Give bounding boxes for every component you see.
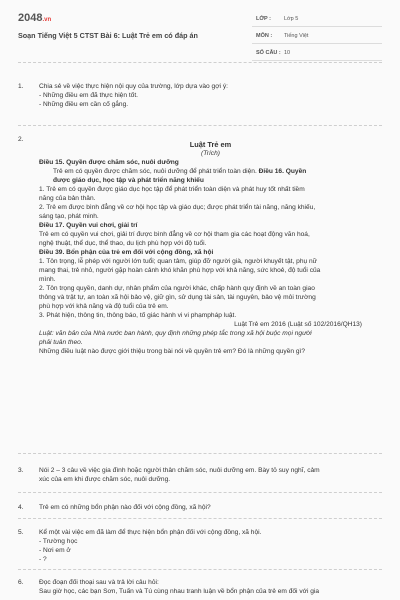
text-line: Sau giờ học, các bạn Sơn, Tuấn và Tú cùng nhau tranh luận về bổn phận của trẻ em đối với gia (39, 588, 320, 595)
passage-source: Luật Trẻ em 2016 (Luật số 102/2016/QH13) (234, 321, 362, 328)
passage-subheading: (Trích) (201, 150, 220, 157)
passage-heading: Luật Trẻ em (189, 140, 232, 149)
text-line: 1. Trẻ em có quyền được giáo dục học tập để phát triển toàn diện và phát huy tốt nhất tiềm (39, 186, 305, 193)
question-number: 3. (18, 467, 24, 474)
article-15-title: Điều 15. Quyền được chăm sóc, nuôi dưỡng (39, 159, 179, 166)
text-line: xúc của em khi được chăm sóc, nuôi dưỡng. (39, 476, 171, 483)
section-divider (18, 62, 382, 63)
text-line: Trẻ em có quyền vui chơi, giải trí được bình đẳng về cơ hội tham gia các hoạt động văn hoá, (39, 231, 310, 238)
text-line: Kể một vài việc em đã làm để thực hiện bổn phận đối với cộng đồng, xã hội. (39, 529, 262, 536)
text-line: năng của bản thân. (39, 195, 96, 202)
text-line: - Những điều em đã thực hiện tốt. (39, 92, 138, 99)
question-number: 6. (18, 579, 24, 586)
text-line: 2. Tôn trọng quyền, danh dự, nhân phẩm của người khác, chấp hành quy định về an toàn giao (39, 285, 315, 292)
meta-table (252, 10, 382, 61)
text-line: thông và trật tự, an toàn xã hội bảo vệ, giữ gìn, sử dụng tài sản, tài nguyên, bảo vệ môi trường (39, 294, 316, 301)
question-body (39, 82, 382, 109)
text-line: mình. (39, 276, 56, 283)
text-line: sáng tạo, phát minh. (39, 213, 99, 220)
question-prompt: Những điều luật nào được giới thiệu trong bài nói về quyền trẻ em? Đó là những quyền gì? (39, 348, 306, 355)
article-17-title: Điều 17. Quyền vui chơi, giải trí (39, 222, 138, 229)
text-line: - Nơi em ở (39, 547, 71, 554)
text-line: Trẻ em có những bổn phận nào đối với cộng đồng, xã hội? (39, 504, 211, 511)
section-divider (18, 125, 382, 126)
footnote: phải tuân theo. (39, 339, 83, 346)
meta-row-class (252, 10, 382, 27)
text-line: - Trường học (39, 538, 78, 545)
text-line: 1. Tôn trọng, lễ phép với người lớn tuổi; quan tâm, giúp đỡ người già, người khuyết tật, phụ nữ (39, 258, 318, 265)
document-header (0, 0, 400, 60)
text-line: Đọc đoạn đối thoại sau và trả lời câu hỏi: (39, 579, 159, 586)
text-line: 3. Phát hiện, thông tin, thông báo, tố giác hành vi vi phạmpháp luật. (39, 312, 237, 319)
meta-label: SỐ CÂU : (256, 50, 281, 56)
text-line: mang thai, trẻ nhỏ, người gặp hoàn cảnh khó khăn phù hợp với khả năng, sức khoẻ, độ tuổi của (39, 267, 321, 274)
text-line: - ? (39, 556, 47, 563)
text-line: 2. Trẻ em được bình đẳng về cơ hội học tập và giáo dục; được phát triển tài năng, năng khiếu, (39, 204, 316, 211)
text-line: phù hợp với khả năng và độ tuổi của trẻ em. (39, 303, 169, 310)
text-line: Chia sẻ về việc thực hiện nội quy của trường, lớp dựa vào gợi ý: (39, 83, 228, 90)
question-number: 2. (18, 136, 24, 143)
text-line: nghệ thuật, thể dục, thể thao, du lịch phù hợp với độ tuổi. (39, 240, 207, 247)
question-number: 5. (18, 529, 24, 536)
section-divider (18, 569, 382, 570)
article-15-text: Trẻ em có quyền được chăm sóc, nuôi dưỡng để phát triển toàn diện. Điều 16. Quyền (53, 168, 307, 175)
text-line: Nói 2 – 3 câu về việc gia đình hoặc người thân chăm sóc, nuôi dưỡng em. Bày tỏ suy nghĩ, cảm (39, 467, 320, 474)
document-title: Soạn Tiếng Việt 5 CTST Bài 6: Luật Trẻ em có đáp án (18, 31, 198, 40)
meta-value: Lớp 5 (284, 16, 299, 22)
question-body (39, 466, 382, 484)
meta-value: 10 (284, 50, 291, 56)
meta-row-count (252, 44, 382, 61)
meta-row-subject (252, 27, 382, 44)
question-body (39, 503, 382, 512)
article-16-title: được giáo dục, học tập và phát triển năng khiếu (53, 177, 204, 184)
article-39-title: Điều 39. Bổn phận của trẻ em đối với cộng đồng, xã hội (39, 249, 214, 256)
text-line: - Những điều em cần cố gắng. (39, 101, 129, 108)
meta-label: LỚP : (256, 16, 271, 22)
footnote: Luật: văn bản của Nhà nước ban hành, quy định những phép tắc trong xã hội buộc mọi người (39, 330, 312, 337)
meta-value: Tiếng Việt (284, 33, 309, 39)
site-logo[interactable]: 2048.vn (18, 12, 52, 24)
question-body (39, 578, 382, 596)
question-number: 1. (18, 83, 24, 90)
question-body (39, 528, 382, 564)
section-divider (18, 518, 382, 519)
question-body (39, 140, 382, 356)
section-divider (18, 453, 382, 454)
question-number: 4. (18, 504, 24, 511)
meta-label: MÔN : (256, 33, 273, 39)
section-divider (18, 492, 382, 493)
